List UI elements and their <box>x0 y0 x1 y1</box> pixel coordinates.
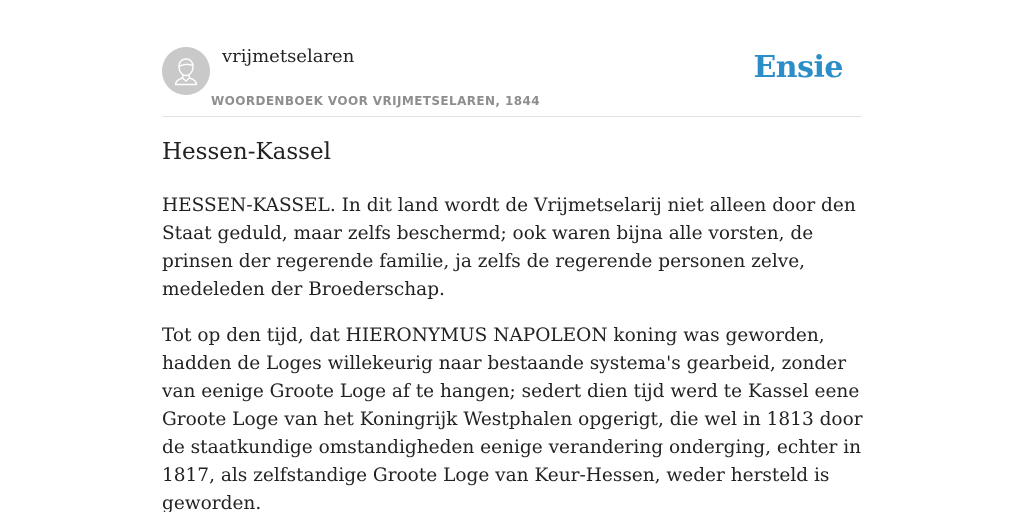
entry-header <box>162 44 862 117</box>
source-label[interactable]: WOORDENBOEK VOOR VRIJMETSELAREN, 1844 <box>211 94 540 108</box>
entry-body <box>162 192 864 512</box>
brand-logo[interactable]: Ensie <box>753 50 843 85</box>
user-silhouette-icon <box>162 47 210 95</box>
entry-paragraph: HESSEN-KASSEL. In dit land wordt de Vrijmetselarij niet alleen door den Staat geduld, maar zelfs beschermd; ook waren bijna alle vorsten, de prinsen der regerende familie, ja zelfs de regerende personen zelve, medeleden der Broederschap. <box>162 195 856 300</box>
entry-title: Hessen-Kassel <box>162 139 331 165</box>
author-avatar[interactable] <box>162 47 210 95</box>
entry-paragraph: Tot op den tijd, dat HIERONYMUS NAPOLEON koning was geworden, hadden de Loges willekeurig naar bestaande systema's gearbeid, zonder van eenige Groote Loge af te hangen; sedert dien tijd werd te Kassel eene Groote Loge van het Koningrijk Westphalen opgerigt, die wel in 1813 door de staatkundige omstandigheden eenige verandering onderging, echter in 1817, als zelfstandige Groote Loge van Keur-Hessen, weder hersteld is geworden. <box>162 325 863 512</box>
author-name[interactable]: vrijmetselaren <box>222 46 355 67</box>
